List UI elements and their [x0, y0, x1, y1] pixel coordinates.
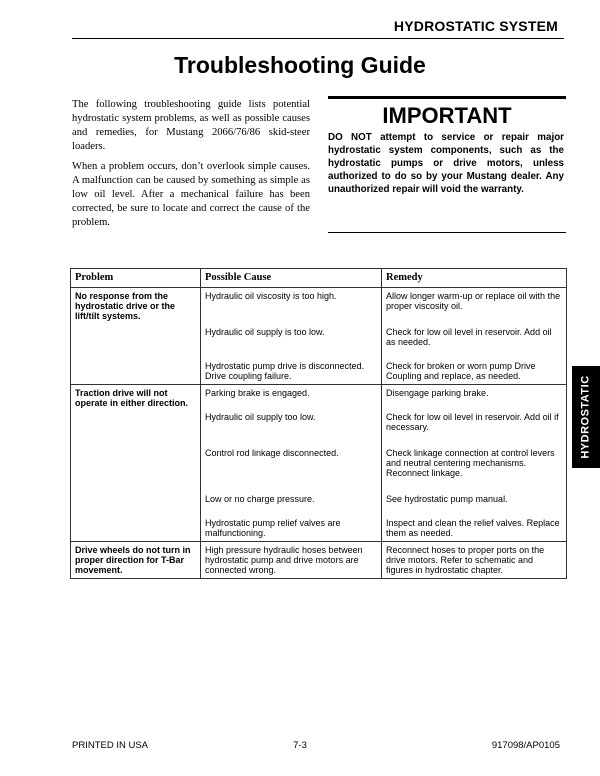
document-number: 917098/AP0105 [491, 740, 560, 751]
header-remedy: Remedy [382, 269, 567, 288]
problem-cell: Traction drive will not operate in either direction. [71, 385, 201, 542]
remedy-cell: Check for broken or worn pump Drive Coupling and replace, as needed. [382, 358, 567, 385]
troubleshooting-table [70, 268, 567, 579]
page-title: Troubleshooting Guide [174, 52, 426, 78]
cause-cell: Low or no charge pressure. [201, 491, 382, 515]
table-row [71, 385, 567, 410]
remedy-cell: Inspect and clean the relief valves. Replace them as needed. [382, 515, 567, 542]
intro-text [72, 98, 310, 236]
cause-cell: Parking brake is engaged. [201, 385, 382, 410]
cause-cell: Control rod linkage disconnected. [201, 445, 382, 491]
header-possible-cause: Possible Cause [201, 269, 382, 288]
cause-cell: Hydraulic oil viscosity is too high. [201, 288, 382, 325]
important-title: IMPORTANT [382, 103, 512, 128]
side-tab-label: HYDROSTATIC [580, 375, 592, 459]
remedy-cell: Check for low oil level in reservoir. Add oil as needed. [382, 324, 567, 358]
table-row [71, 542, 567, 579]
cause-cell: Hydraulic oil supply is too low. [201, 324, 382, 358]
intro-paragraph-2: When a problem occurs, don’t overlook simple causes. A malfunction can be caused by something as simple as low oil level. After a mechanical failure has been corrected, be sure to locate and correct the cause of the problem. [72, 161, 310, 228]
remedy-cell: Check for low oil level in reservoir. Add oil if necessary. [382, 409, 567, 445]
section-header: HYDROSTATIC SYSTEM [393, 18, 558, 34]
remedy-cell: See hydrostatic pump manual. [382, 491, 567, 515]
remedy-cell: Reconnect hoses to proper ports on the drive motors. Refer to schematic and figures in hydrostatic chapter. [382, 542, 567, 579]
cause-cell: Hydrostatic pump drive is disconnected. Drive coupling failure. [201, 358, 382, 385]
problem-cell: No response from the hydrostatic drive or the lift/tilt systems. [71, 288, 201, 385]
problem-cell: Drive wheels do not turn in proper direction for T-Bar movement. [71, 542, 201, 579]
table-header-row [71, 269, 567, 288]
important-bottom-rule [328, 232, 566, 233]
header-rule [72, 38, 564, 39]
cause-cell: High pressure hydraulic hoses between hydrostatic pump and drive motors are connected wrong. [201, 542, 382, 579]
footer-printed: PRINTED IN USA [72, 740, 149, 751]
cause-cell: Hydraulic oil supply too low. [201, 409, 382, 445]
remedy-cell: Check linkage connection at control levers and neutral centering mechanisms. Reconnect linkage. [382, 445, 567, 491]
important-body: DO NOT attempt to service or repair major hydrostatic system components, such as the hydrostatic pumps or drive motors, unless authorized to do so by your Mustang dealer. Any unauthorized repair will void the warranty. [328, 132, 564, 195]
important-notice [328, 96, 566, 215]
remedy-cell: Allow longer warm-up or replace oil with the proper viscosity oil. [382, 288, 567, 325]
intro-paragraph-1: The following troubleshooting guide lists potential hydrostatic system problems, as well as possible causes and remedies, for Mustang 2066/76/86 skid-steer loaders. [72, 99, 310, 152]
section-side-tab [572, 366, 600, 468]
header-problem: Problem [71, 269, 201, 288]
table-row [71, 288, 567, 325]
cause-cell: Hydrostatic pump relief valves are malfunctioning. [201, 515, 382, 542]
page-number: 7-3 [293, 740, 307, 751]
remedy-cell: Disengage parking brake. [382, 385, 567, 410]
